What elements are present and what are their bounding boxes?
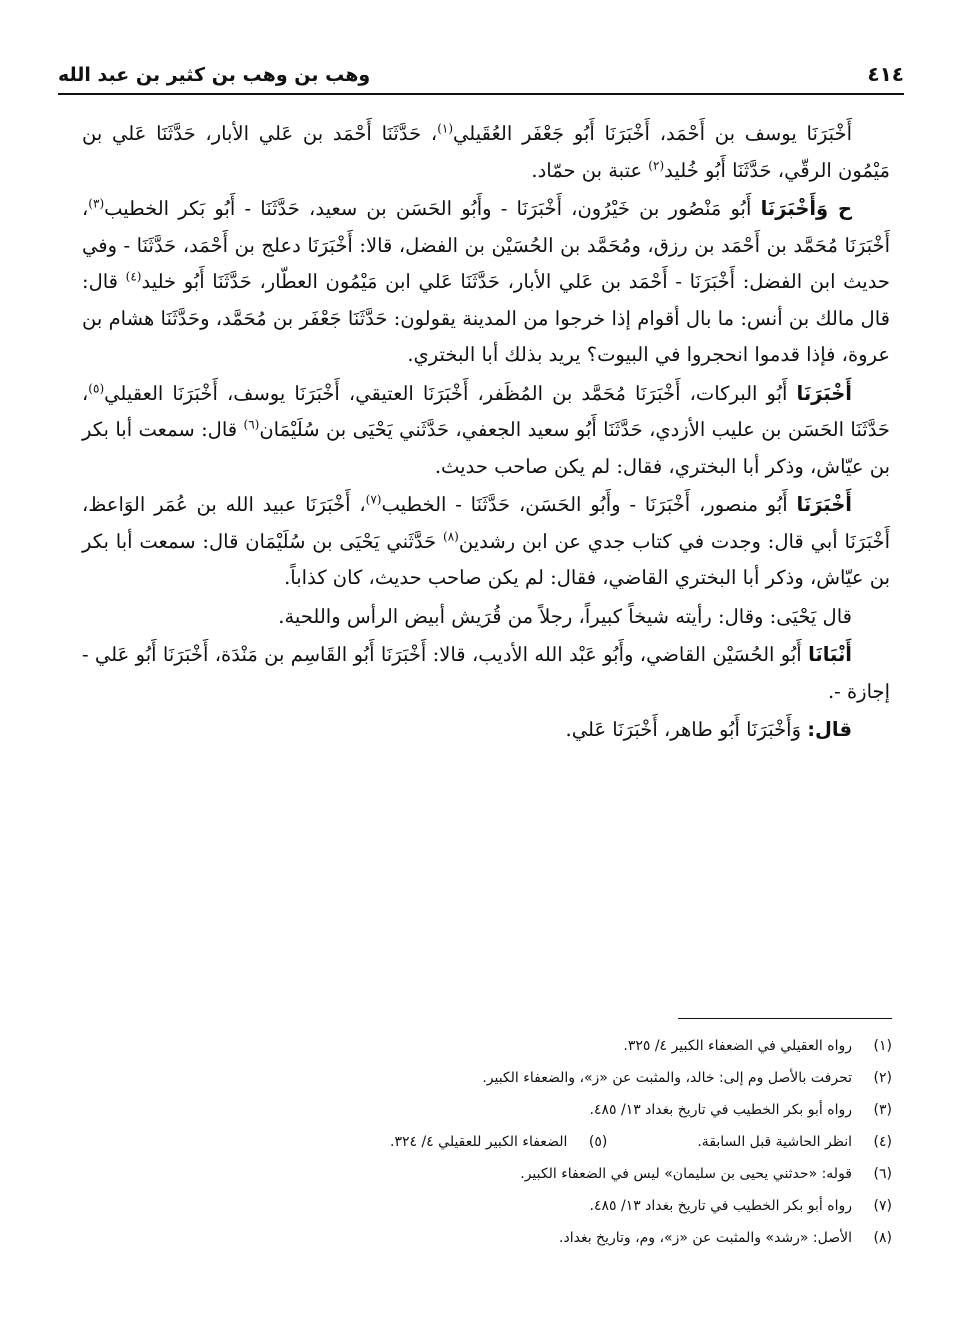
footnote-text: الضعفاء الكبير للعقيلي ٤/ ٣٢٤. (389, 1134, 568, 1150)
footnote-text: رواه العقيلي في الضعفاء الكبير ٤/ ٣٢٥. (623, 1038, 852, 1054)
footnote-7 (62, 1190, 892, 1222)
text-run: حَدَّثَني يَحْيَى بن سُلَيْمَان قال: سمعت أبا بكر بن عيّاش، وذكر أبا البختري القاضي، فقال: لم يكن صاحب حديث، كان كذاباً. (82, 529, 890, 589)
paragraph-3 (82, 376, 890, 486)
text-run: ، حَدَّثَنَا أَحْمَد بن عَلي الأبار، حَدَّثَنَا عَلي بن مَيْمُون الرقّي، حَدَّثَنَا أَبُو خُليد (82, 122, 890, 182)
footnote-ref-6: (٦) (243, 417, 260, 432)
text-run: أَبُو البركات، أَخْبَرَنَا مُحَمَّد بن المُظَفر، أَخْبَرَنَا العتيقي، أَخْبَرَنَا يوسف، أَخْبَرَنَا العقيلي (104, 381, 797, 405)
footnote-number: (٨) (873, 1230, 892, 1246)
paragraph-6 (82, 637, 890, 710)
text-run: أَبُو منصور، أَخْبَرَنَا - وأَبُو الحَسَن، حَدَّثَنَا - الخطيب (381, 493, 797, 516)
text-run: ، حَدَّثَنَا الحَسَن بن عليب الأزدي، حَدَّثَنَا أَبُو سعيد الجعفي، حَدَّثَني يَحْيَى بن سُلَيْمَان (82, 381, 890, 441)
footnote-ref-7: (٧) (365, 492, 382, 507)
footnote-ref-8: (٨) (443, 529, 459, 543)
footnote-ref-5: (٥) (88, 381, 105, 395)
text-run: عتبة بن حمّاد. (531, 158, 649, 182)
page-number: ٤١٤ (867, 62, 904, 86)
text-run: أَخْبَرَنَا يوسف بن أَحْمَد، أَخْبَرَنَا أَبُو جَعْفَر العُقَيلي (453, 122, 853, 145)
footnote-number: (٥) (588, 1134, 608, 1150)
footnote-ref-2: (٢) (648, 158, 665, 172)
footnote-text: رواه أبو بكر الخطيب في تاريخ بغداد ١٣/ ٤٨٥. (589, 1102, 852, 1118)
footnote-number: (٢) (873, 1070, 892, 1086)
text-run: قال: قال مالك بن أنس: ما بال أقوام إذا خرجوا من المدينة يقولون: حَدَّثَنَا جَعْفَر بن مُحَمَّد، وحَدَّثَنَا هشام بن عروة، فإذا قدموا انحجروا في البيوت؟ يريد بذلك أبا البختري. (82, 270, 890, 366)
paragraph-lead: قال: (807, 718, 852, 741)
footnote-text: الأصل: «رشد» والمثبت عن «ز»، وم، وتاريخ بغداد. (559, 1230, 852, 1246)
footnote-4-5 (62, 1126, 892, 1158)
footnote-number: (٧) (873, 1198, 892, 1214)
footnote-text: انظر الحاشية قبل السابقة. (697, 1134, 852, 1150)
footnote-ref-1: (١) (437, 121, 454, 136)
footnote-text: رواه أبو بكر الخطيب في تاريخ بغداد ١٣/ ٤٨٥. (589, 1198, 852, 1214)
footnote-number: (٦) (873, 1166, 892, 1182)
footnote-3 (62, 1094, 892, 1126)
paragraph-lead: أَخْبَرَنَا (796, 381, 852, 405)
paragraph-5: قال يَحْيَى: وقال: رأيته شيخاً كبيراً، رجلاً من قُرَيش أبيض الرأس واللحية. (278, 604, 852, 628)
footnotes (62, 1030, 892, 1254)
main-text (82, 116, 890, 751)
footnote-separator (678, 1018, 892, 1019)
paragraph-lead: ح وَأَخْبَرَنَا (760, 197, 853, 220)
footnote-8 (62, 1222, 892, 1254)
footnote-number: (٤) (873, 1134, 892, 1150)
footnote-number: (١) (873, 1038, 892, 1054)
footnote-ref-3: (٣) (88, 196, 105, 211)
text-run: قال: سمعت أبا بكر بن عيّاش، وذكر أبا البختري، فقال: لم يكن صاحب حديث. (82, 418, 890, 478)
paragraph-4 (82, 487, 890, 597)
text-run: ، أَخْبَرَنَا مُحَمَّد بن أَحْمَد بن رزق، ومُحَمَّد بن الحُسَيْن بن الفضل، قالا: أَخْبَرَنَا دعلج بن أَحْمَد، حَدَّثَنَا - وفي حديث ابن الفضل: أَخْبَرَنَا - أَحْمَد بن عَلي الأبار، حَدَّثَنَا عَلي ابن مَيْمُون العطّار، حَدَّثَنَا أَبُو خليد (82, 197, 890, 293)
text-run: ، أَخْبَرَنَا عبيد الله بن عُمَر الوَاعظ، أَخْبَرَنَا أبي قال: وجدت في كتاب جدي عن ابن رشدين (82, 493, 890, 553)
footnote-number: (٣) (873, 1102, 892, 1118)
text-run: أَبُو الحُسَيْن القاضي، وأَبُو عَبْد الله الأديب، قالا: أَخْبَرَنَا أَبُو القَاسِم بن مَنْدَة، أَخْبَرَنَا أَبُو عَلي - إجازة -. (82, 643, 890, 703)
footnote-text: قوله: «حدثني يحيى بن سليمان» ليس في الضعفاء الكبير. (520, 1166, 852, 1182)
header-rule (58, 93, 904, 95)
paragraph-2 (82, 191, 890, 374)
paragraph-7 (82, 712, 890, 749)
text-run: وَأَخْبَرَنَا أَبُو طاهر، أَخْبَرَنَا عَلي. (565, 718, 808, 741)
text-run: أَبُو مَنْصُور بن خَيْرُون، أَخْبَرَنَا - وأَبُو الحَسَن بن سعيد، حَدَّثَنَا - أَبُو بَكر الخطيب (104, 197, 761, 220)
footnote-2 (62, 1062, 892, 1094)
footnote-text: تحرفت بالأصل وم إلى: خالد، والمثبت عن «ز»، والضعفاء الكبير. (482, 1070, 852, 1086)
paragraph-lead: أَنْبَانَا (808, 643, 852, 666)
footnote-6 (62, 1158, 892, 1190)
footnote-1 (62, 1030, 892, 1062)
paragraph-1 (82, 116, 890, 189)
paragraph-lead: أَخْبَرَنَا (796, 493, 852, 516)
running-title: وهب بن وهب بن كثير بن عبد الله (58, 64, 371, 86)
footnote-ref-4: (٤) (125, 269, 142, 284)
running-header (58, 52, 904, 86)
